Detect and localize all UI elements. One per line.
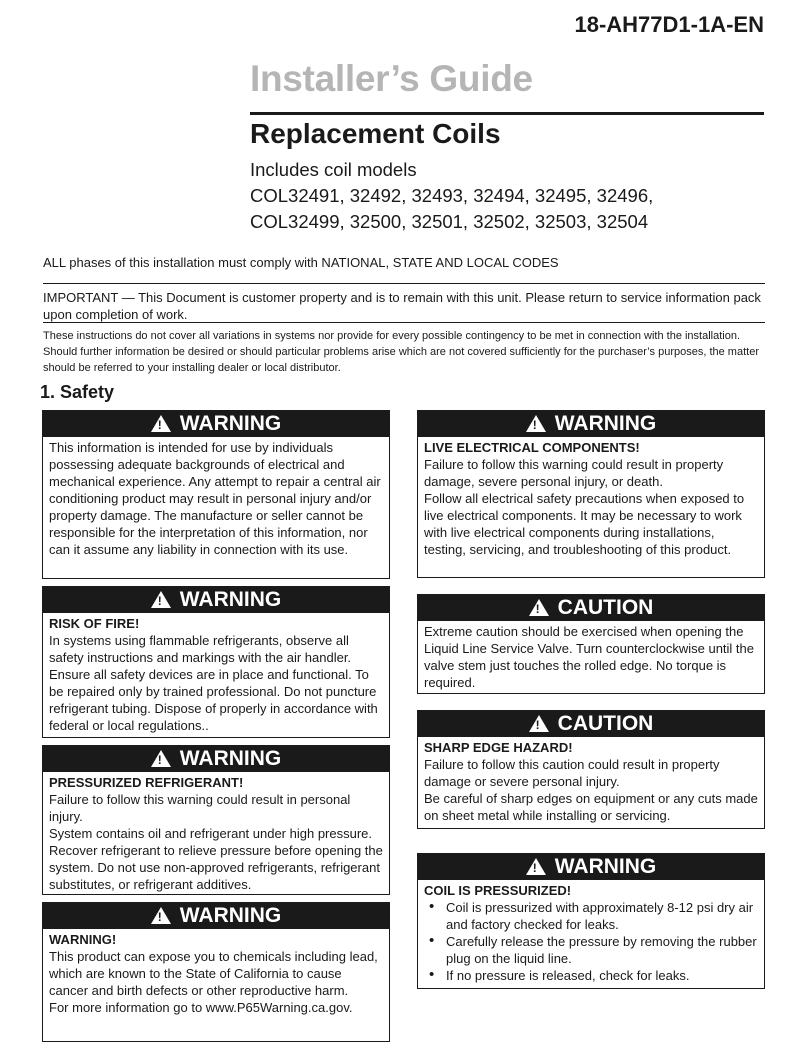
warning-bullet-list — [424, 899, 758, 984]
warning-box-coil-pressurized — [417, 853, 765, 989]
warning-body — [43, 929, 389, 1020]
alert-triangle-icon — [151, 591, 171, 608]
guide-title: Installer’s Guide — [250, 58, 533, 99]
alert-triangle-icon — [529, 715, 549, 732]
warning-subhead: RISK OF FIRE! — [49, 616, 140, 631]
caution-box-sharp-edge — [417, 710, 765, 829]
warning-text: Failure to follow this warning could result in property damage, severe personal injury, or death. — [424, 457, 724, 489]
warning-box-refrigerant — [42, 745, 390, 895]
alert-triangle-icon — [526, 858, 546, 875]
section-heading: 1. Safety — [40, 382, 115, 402]
caution-body — [418, 737, 764, 828]
warning-body — [418, 437, 764, 562]
warning-subhead: LIVE ELECTRICAL COMPONENTS! — [424, 440, 640, 455]
codes-notice: ALL phases of this installation must comply with NATIONAL, STATE AND LOCAL CODES — [43, 255, 559, 270]
warning-header — [43, 411, 389, 437]
product-title: Replacement Coils — [250, 118, 501, 149]
caution-text: Be careful of sharp edges on equipment or any cuts made on sheet metal while installing or servicing. — [424, 791, 758, 823]
warning-text: This product can expose you to chemicals including lead, which are known to the State of California to cause cancer and birth defects or other reproductive harm. — [49, 949, 378, 998]
warning-body — [43, 772, 389, 897]
bullet-item: • If no pressure is released, check for leaks. — [424, 967, 758, 984]
warning-label: WARNING — [554, 855, 657, 878]
models-intro: Includes coil models — [250, 159, 417, 180]
warning-box-prop65 — [42, 902, 390, 1042]
warning-box-general — [42, 410, 390, 579]
bullet-item: • Coil is pressurized with approximately 8-12 psi dry air and factory checked for leaks. — [424, 899, 758, 933]
warning-box-fire — [42, 586, 390, 738]
caution-label: CAUTION — [557, 596, 654, 619]
warning-body — [418, 880, 764, 988]
divider — [43, 283, 765, 284]
document-number: 18-AH77D1-1A-EN — [574, 12, 764, 37]
important-notice: IMPORTANT — This Document is customer property and is to remain with this unit. Please return to service information pack upon completion of work. — [43, 290, 761, 322]
alert-triangle-icon — [529, 599, 549, 616]
warning-link-text: For more information go to www.P65Warning.ca.gov. — [49, 1000, 353, 1015]
caution-text: Extreme caution should be exercised when opening the Liquid Line Service Valve. Turn counterclockwise until the valve stem just touches the rolled edge. No torque is required. — [424, 624, 754, 690]
warning-box-electrical — [417, 410, 765, 578]
warning-header — [43, 587, 389, 613]
warning-label: WARNING — [179, 747, 282, 770]
warning-body — [43, 437, 389, 562]
models-line-2: COL32499, 32500, 32501, 32502, 32503, 32504 — [250, 211, 649, 232]
alert-triangle-icon — [151, 907, 171, 924]
warning-text: System contains oil and refrigerant under high pressure. Recover refrigerant to relieve pressure before opening the system. Do not use non-approved refrigerants, refrigerant substitutes, or refrigerant additives. — [49, 826, 383, 892]
caution-body — [418, 621, 764, 695]
warning-header — [418, 411, 764, 437]
disclaimer-notice: These instructions do not cover all variations in systems nor provide for every possible contingency to be met in connection with the installation. Should further information be desired or should particular problems arise which are not covered sufficiently for the purchaser’s purposes, the matter should be referred to your installing dealer or local distributor. — [43, 330, 759, 374]
caution-subhead: SHARP EDGE HAZARD! — [424, 740, 573, 755]
caution-header — [418, 595, 764, 621]
models-line-1: COL32491, 32492, 32493, 32494, 32495, 32496, — [250, 185, 654, 206]
warning-label: WARNING — [179, 588, 282, 611]
coil-models — [250, 157, 653, 235]
caution-text: Failure to follow this caution could result in property damage or severe personal injury. — [424, 757, 720, 789]
warning-body — [43, 613, 389, 738]
warning-label: WARNING — [554, 412, 657, 435]
warning-label: WARNING — [179, 412, 282, 435]
warning-header — [418, 854, 764, 880]
title-divider — [250, 112, 764, 115]
alert-triangle-icon — [151, 750, 171, 767]
caution-box-valve — [417, 594, 765, 694]
caution-header — [418, 711, 764, 737]
warning-text: Follow all electrical safety precautions when exposed to live electrical components. It may be necessary to work with live electrical components during installations, testing, servicing, and troubleshooting of this product. — [424, 491, 745, 557]
warning-subhead: WARNING! — [49, 932, 117, 947]
divider — [43, 322, 765, 323]
warning-text: In systems using flammable refrigerants, observe all safety instructions and markings with the air handler. Ensure all safety devices are in place and functional. To be repaired only by trained professional. Do not puncture refrigerant tubing. Dispose of properly in accordance with federal or local regulations.. — [49, 633, 378, 733]
warning-header — [43, 746, 389, 772]
warning-subhead: COIL IS PRESSURIZED! — [424, 883, 572, 898]
warning-header — [43, 903, 389, 929]
alert-triangle-icon — [151, 415, 171, 432]
warning-text: This information is intended for use by individuals possessing adequate backgrounds of electrical and mechanical experience. Any attempt to repair a central air conditioning product may result in personal injury and/or property damage. The manufacture or seller cannot be responsible for the interpretation of this information, nor can it assume any liability in connection with its use. — [49, 440, 381, 557]
warning-subhead: PRESSURIZED REFRIGERANT! — [49, 775, 244, 790]
warning-text: Failure to follow this warning could result in personal injury. — [49, 792, 351, 824]
bullet-item: • Carefully release the pressure by removing the rubber plug on the liquid line. — [424, 933, 758, 967]
caution-label: CAUTION — [557, 712, 654, 735]
alert-triangle-icon — [526, 415, 546, 432]
warning-label: WARNING — [179, 904, 282, 927]
